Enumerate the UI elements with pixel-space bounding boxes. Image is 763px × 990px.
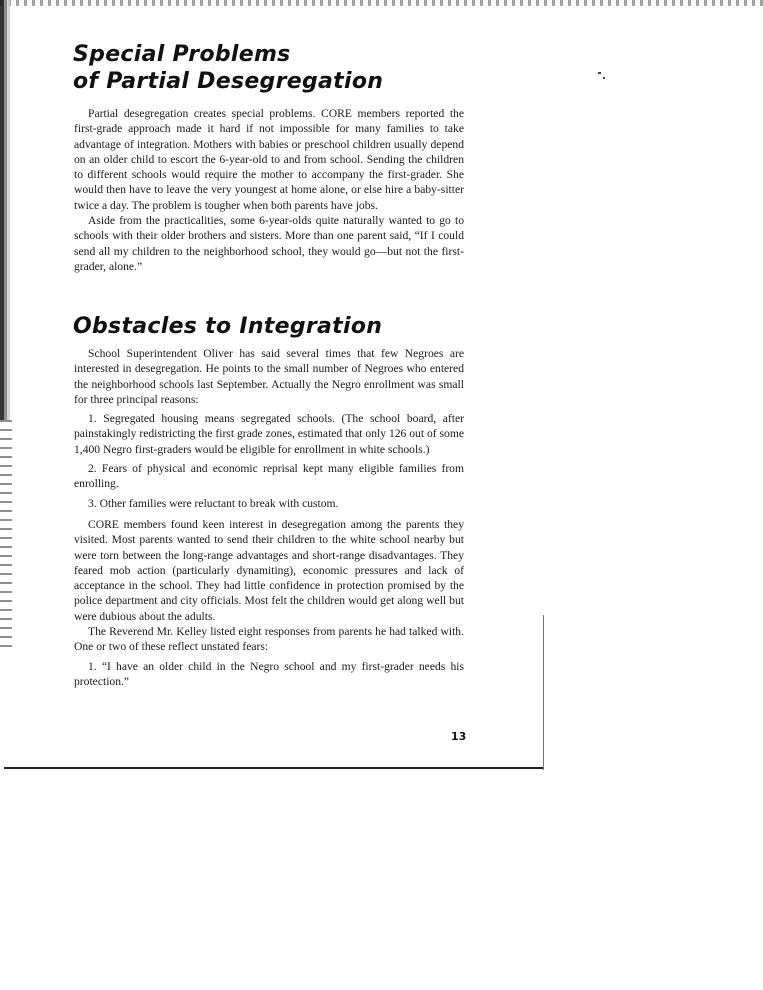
paragraph-intro: School Superintendent Oliver has said several times that few Negroes are interested in desegregation. He points to the small number of Negroes who entered the neighborhood schools last September. Actually the Negro enrollment was small for three principal reasons: xyxy=(74,347,464,406)
scan-left-edge xyxy=(0,0,14,420)
paragraph-core: CORE members found keen interest in desegregation among the parents they visited. Most parents wanted to send their children to the white school nearby but were torn between the long-range advantages and short-range disadvantages. They feared mob action (particularly dynamiting), economic pressures and lack of acceptance in the school. They had little confidence in protection promised by the police department and city officials. Most felt the children would get along well but were dubious about the adults. xyxy=(74,517,464,623)
list-item-reason: 2. Fears of physical and economic reprisal kept many eligible families from enrolling. xyxy=(74,462,464,491)
paragraph-kelley: The Reverend Mr. Kelley listed eight responses from parents he had talked with. One or two of these reflect unstated fears: xyxy=(74,625,464,654)
section-obstacles xyxy=(74,346,464,689)
page-number: 13 xyxy=(451,730,467,743)
heading-line: Special Problems xyxy=(73,42,291,67)
list-item-reason: 3. Other families were reluctant to break with custom. xyxy=(88,496,339,510)
scan-speck xyxy=(603,77,605,79)
paragraph: Aside from the practicalities, some 6-year-olds quite naturally wanted to go to schools with their older brothers and sisters. More than one parent said, “If I could send all my children to the neighborhood school, they would go—but not the first-grader, alone.” xyxy=(74,214,464,273)
scan-top-border xyxy=(0,0,763,6)
list-item-reason: 1. Segregated housing means segregated schools. (The school board, after painstakingly redistricting the first grade zones, estimated that only 126 out of some 1,400 Negro first-graders would be eligible for enrollment in white schools.) xyxy=(74,412,464,456)
scan-left-edge-lower xyxy=(0,420,12,650)
section-partial-desegregation xyxy=(74,106,464,274)
page-bottom-rule xyxy=(4,767,544,769)
page-right-edge xyxy=(543,615,544,770)
scan-speck xyxy=(598,72,601,74)
heading-obstacles: Obstacles to Integration xyxy=(73,314,383,339)
heading-special-problems xyxy=(73,41,383,95)
heading-line: of Partial Desegregation xyxy=(73,69,384,94)
paragraph: Partial desegregation creates special problems. CORE members reported the first-grade approach made it hard if not impossible for many families to take advantage of integration. Mothers with babies or preschool children usually depend on an older child to escort the 6-year-old to and from school. Sending the children to different schools would require the mother to accompany the first-grader. She would then have to leave the very youngest at home alone, or else hire a baby-sitter twice a day. The problem is tougher when both parents have jobs. xyxy=(74,107,464,212)
list-item-response: 1. “I have an older child in the Negro school and my first-grader needs his protection.” xyxy=(74,659,464,688)
